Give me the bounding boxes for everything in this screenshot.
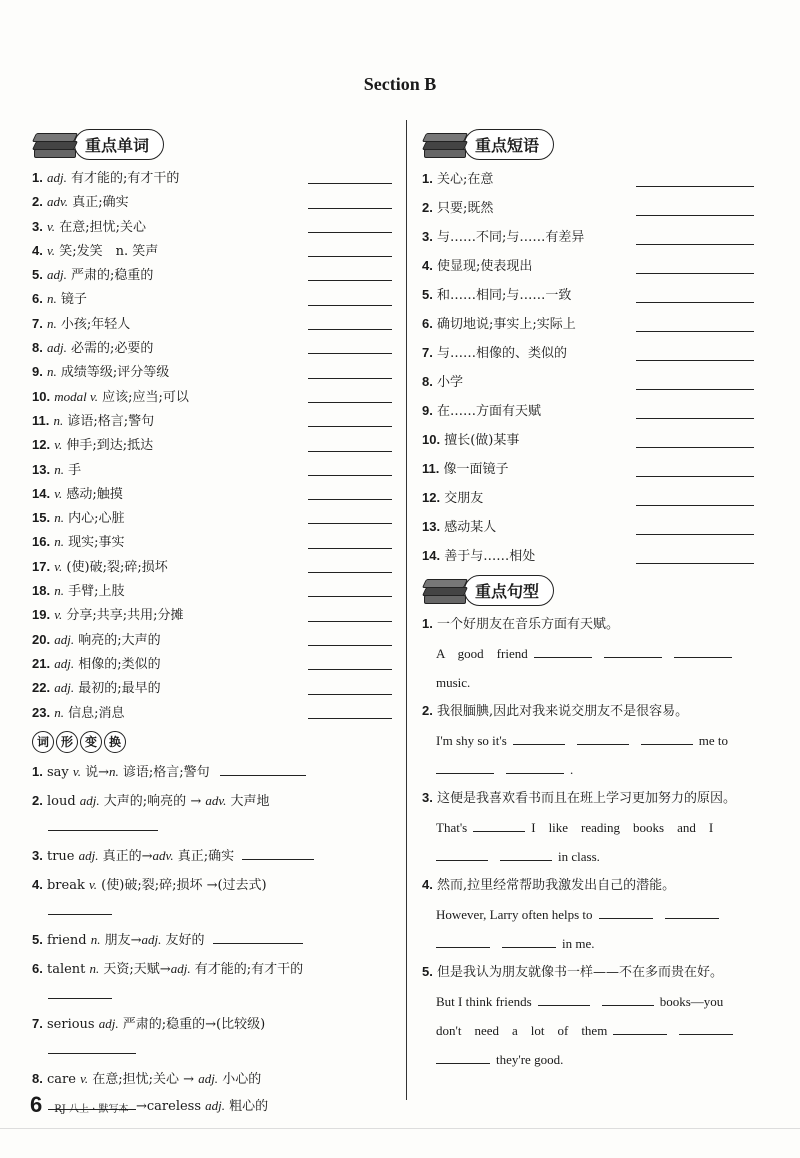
- word-row: 23. n. 信息;消息: [32, 701, 392, 725]
- word-row: 1. adj. 有才能的;有才干的: [32, 166, 392, 190]
- phrases-heading: 重点短语: [464, 129, 554, 160]
- phrase-row: 2. 只要;既然: [422, 193, 772, 222]
- answer-blank[interactable]: [636, 476, 754, 477]
- word-row: 10. modal v. 应该;应当;可以: [32, 385, 392, 409]
- answer-blank[interactable]: [538, 993, 590, 1006]
- phrase-row: 14. 善于与……相处: [422, 541, 772, 570]
- answer-blank[interactable]: [636, 418, 754, 419]
- book-stack-icon: [422, 575, 468, 605]
- answer-blank[interactable]: [436, 761, 494, 774]
- page-footer: [30, 1092, 129, 1118]
- answer-blank[interactable]: [674, 645, 732, 658]
- word-row: 20. adj. 响亮的;大声的: [32, 628, 392, 652]
- word-row: 21. adj. 相像的;类似的: [32, 652, 392, 676]
- word-row: 22. adj. 最初的;最早的: [32, 676, 392, 700]
- answer-blank[interactable]: [513, 732, 565, 745]
- left-column: [32, 128, 392, 1122]
- book-stack-icon: [422, 129, 468, 159]
- answer-blank[interactable]: [636, 244, 754, 245]
- answer-blank[interactable]: [308, 402, 392, 403]
- answer-blank[interactable]: [636, 447, 754, 448]
- answer-blank[interactable]: [308, 499, 392, 500]
- phrase-row: 10. 擅长(做)某事: [422, 425, 772, 454]
- answer-blank[interactable]: [308, 208, 392, 209]
- words-heading: 重点单词: [74, 129, 164, 160]
- transform-item: 4. break v. (使)破;裂;碎;损坏 →(过去式): [32, 872, 392, 925]
- answer-blank[interactable]: [641, 732, 693, 745]
- answer-blank[interactable]: [506, 761, 564, 774]
- answer-blank[interactable]: [636, 534, 754, 535]
- answer-blank[interactable]: [473, 819, 525, 832]
- answer-blank[interactable]: [308, 329, 392, 330]
- answer-blank[interactable]: [636, 273, 754, 274]
- answer-blank[interactable]: [308, 548, 392, 549]
- sentences-header: [422, 574, 772, 606]
- transform-item: 7. serious adj. 严肃的;稳重的→(比较级): [32, 1011, 392, 1064]
- answer-blank[interactable]: [308, 280, 392, 281]
- transform-heading-char: 词: [32, 731, 54, 753]
- answer-blank[interactable]: [636, 331, 754, 332]
- answer-blank[interactable]: [602, 993, 654, 1006]
- answer-blank[interactable]: [502, 935, 556, 948]
- word-row: 11. n. 谚语;格言;警句: [32, 409, 392, 433]
- phrase-row: 9. 在……方面有天赋: [422, 396, 772, 425]
- sentence-item: 3. 这便是我喜欢看书而且在班上学习更加努力的原因。 That's I like reading books and I in class.: [422, 790, 736, 864]
- answer-blank[interactable]: [308, 475, 392, 476]
- answer-blank[interactable]: [308, 426, 392, 427]
- answer-blank[interactable]: [636, 302, 754, 303]
- answer-blank[interactable]: [436, 848, 488, 861]
- column-divider: [406, 120, 407, 1100]
- right-column: [422, 128, 772, 1074]
- answer-blank[interactable]: [242, 847, 314, 860]
- transform-heading-char: 换: [104, 731, 126, 753]
- answer-blank[interactable]: [48, 986, 112, 999]
- answer-blank[interactable]: [213, 931, 303, 944]
- section-title: Section B: [363, 74, 437, 94]
- sentence-item: 4. 然而,拉里经常帮助我激发出自己的潜能。 However, Larry often helps to in me.: [422, 871, 772, 958]
- answer-blank[interactable]: [308, 256, 392, 257]
- answer-blank[interactable]: [577, 732, 629, 745]
- transform-item: 5. friend n. 朋友→adj. 友好的: [32, 927, 392, 954]
- answer-blank[interactable]: [636, 563, 754, 564]
- answer-blank[interactable]: [308, 694, 392, 695]
- answer-blank[interactable]: [308, 669, 392, 670]
- phrase-row: 7. 与……相像的、类似的: [422, 338, 772, 367]
- phrase-row: 8. 小学: [422, 367, 772, 396]
- answer-blank[interactable]: [308, 718, 392, 719]
- answer-blank[interactable]: [436, 935, 490, 948]
- transform-heading-char: 形: [56, 731, 78, 753]
- word-list: [32, 166, 392, 725]
- answer-blank[interactable]: [636, 215, 754, 216]
- transform-heading-char: 变: [80, 731, 102, 753]
- answer-blank[interactable]: [636, 389, 754, 390]
- word-row: 19. v. 分享;共享;共用;分摊: [32, 603, 392, 627]
- sentences-heading: 重点句型: [464, 575, 554, 606]
- sentence-item: 1. 一个好朋友在音乐方面有天赋。 A good friend music.: [422, 610, 772, 697]
- word-row: 8. adj. 必需的;必要的: [32, 336, 392, 360]
- footer-text: RJ 八上 · 默写本: [54, 1104, 129, 1115]
- answer-blank[interactable]: [308, 305, 392, 306]
- answer-blank[interactable]: [48, 1041, 136, 1054]
- sentence-item: 5. 但是我认为朋友就像书一样——不在多而贵在好。 But I think friends books—you don't need a lot of them they're good.: [422, 958, 772, 1074]
- transform-heading: [32, 731, 392, 753]
- phrases-header: [422, 128, 772, 160]
- word-row: 5. adj. 严肃的;稳重的: [32, 263, 392, 287]
- answer-blank[interactable]: [665, 906, 719, 919]
- phrase-list: [422, 164, 772, 570]
- answer-blank[interactable]: [308, 183, 392, 184]
- transform-item: 2. loud adj. 大声的;响亮的 → adv. 大声地: [32, 788, 392, 841]
- page-number: 6: [30, 1092, 43, 1117]
- word-row: 7. n. 小孩;年轻人: [32, 312, 392, 336]
- answer-blank[interactable]: [48, 818, 158, 831]
- answer-blank[interactable]: [636, 505, 754, 506]
- words-header: [32, 128, 392, 160]
- answer-blank[interactable]: [679, 1022, 733, 1035]
- phrase-row: 11. 像一面镜子: [422, 454, 772, 483]
- answer-blank[interactable]: [500, 848, 552, 861]
- phrase-row: 13. 感动某人: [422, 512, 772, 541]
- word-row: 6. n. 镜子: [32, 287, 392, 311]
- answer-blank[interactable]: [220, 763, 306, 776]
- book-stack-icon: [32, 129, 78, 159]
- answer-blank[interactable]: [308, 572, 392, 573]
- word-row: 18. n. 手臂;上肢: [32, 579, 392, 603]
- answer-blank[interactable]: [599, 906, 653, 919]
- answer-blank[interactable]: [308, 353, 392, 354]
- sentence-item: 2. 我很腼腆,因此对我来说交朋友不是很容易。 I'm shy so it's me to .: [422, 703, 729, 777]
- phrase-row: 6. 确切地说;事实上;实际上: [422, 309, 772, 338]
- phrase-row: 1. 关心;在意: [422, 164, 772, 193]
- answer-blank[interactable]: [604, 645, 662, 658]
- word-row: 14. v. 感动;触摸: [32, 482, 392, 506]
- answer-blank[interactable]: [308, 596, 392, 597]
- word-row: 16. n. 现实;事实: [32, 530, 392, 554]
- answer-blank[interactable]: [308, 451, 392, 452]
- answer-blank[interactable]: [613, 1022, 667, 1035]
- transform-item: 6. talent n. 天资;天赋→adj. 有才能的;有才干的: [32, 956, 392, 1009]
- answer-blank[interactable]: [48, 902, 112, 915]
- word-row: 9. n. 成绩等级;评分等级: [32, 360, 392, 384]
- answer-blank[interactable]: [308, 523, 392, 524]
- word-row: 2. adv. 真正;确实: [32, 190, 392, 214]
- phrase-row: 3. 与……不同;与……有差异: [422, 222, 772, 251]
- phrase-row: 4. 使显现;使表现出: [422, 251, 772, 280]
- answer-blank[interactable]: [308, 621, 392, 622]
- answer-blank[interactable]: [534, 645, 592, 658]
- answer-blank[interactable]: [308, 378, 392, 379]
- transform-item: 3. true adj. 真正的→adv. 真正;确实: [32, 843, 392, 870]
- transform-item: 8. care v. 在意;担忧;关心 → adj. 小心的 →careless adj. 粗心的: [32, 1070, 269, 1114]
- word-row: 13. n. 手: [32, 458, 392, 482]
- word-row: 12. v. 伸手;到达;抵达: [32, 433, 392, 457]
- answer-blank[interactable]: [308, 232, 392, 233]
- phrase-row: 12. 交朋友: [422, 483, 772, 512]
- phrase-row: 5. 和……相同;与……一致: [422, 280, 772, 309]
- answer-blank[interactable]: [636, 186, 754, 187]
- word-row: 4. v. 笑;发笑 n. 笑声: [32, 239, 392, 263]
- bottom-rule: [0, 1128, 800, 1129]
- answer-blank[interactable]: [308, 645, 392, 646]
- sentence-list: [422, 610, 772, 1074]
- transform-item: 1. say v. 说→n. 谚语;格言;警句: [32, 759, 392, 786]
- transform-list: [32, 759, 392, 1120]
- word-row: 17. v. (使)破;裂;碎;损坏: [32, 555, 392, 579]
- word-row: 3. v. 在意;担忧;关心: [32, 215, 392, 239]
- word-row: 15. n. 内心;心脏: [32, 506, 392, 530]
- answer-blank[interactable]: [636, 360, 754, 361]
- answer-blank[interactable]: [436, 1051, 490, 1064]
